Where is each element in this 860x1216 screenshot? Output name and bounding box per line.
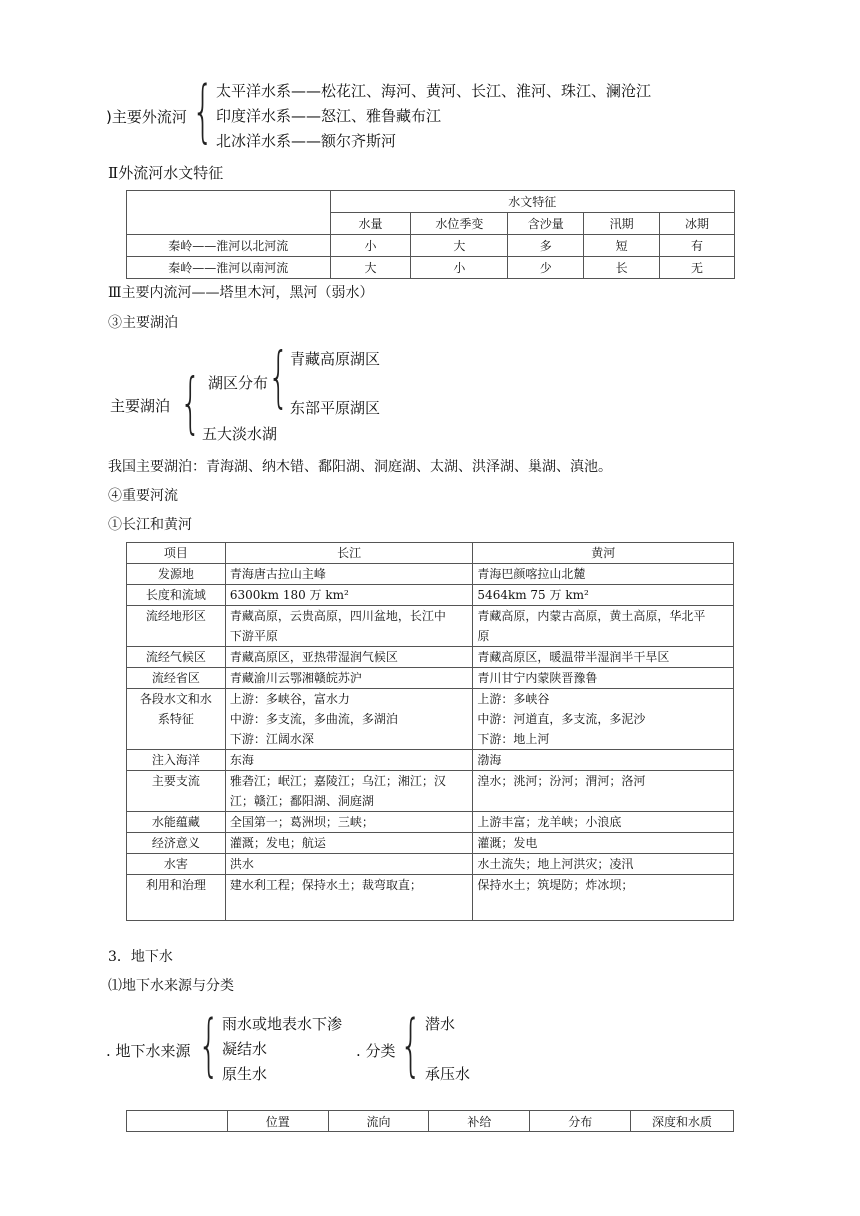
rivers-item: 发源地 (127, 564, 226, 585)
hydro-cell: 多 (508, 235, 584, 257)
rivers-item: 利用和治理 (127, 875, 226, 921)
cell-line: 江；赣江；鄱阳湖、洞庭湖 (229, 794, 374, 808)
rivers-yangtze-cell: 6300km 180 万 km² (225, 585, 473, 606)
rivers-yangtze-cell: 灌溉；发电；航运 (225, 833, 473, 854)
heading-groundwater-sub: ⑴地下水来源与分类 (108, 978, 234, 994)
lakes-root: 主要湖泊 (110, 397, 171, 415)
rivers-row (127, 812, 734, 833)
rivers-yellow-cell: 保持水土；筑堤防；炸冰坝； (473, 875, 734, 921)
rivers-yellow-cell: 灌溉；发电 (473, 833, 734, 854)
cell-line: 下游平原 (229, 629, 278, 643)
outflow-line-arctic: 北冰洋水系——额尔齐斯河 (216, 132, 397, 150)
rivers-yangtze-cell: 青藏高原区，亚热带湿润气候区 (225, 647, 473, 668)
outflow-brace: { (192, 72, 214, 151)
rivers-yangtze-cell: 青藏渝川云鄂湘赣皖苏沪 (225, 668, 473, 689)
rivers-row (127, 854, 734, 875)
rivers-yellow-cell: 上游丰富；龙羊峡；小浪底 (473, 812, 734, 833)
hydro-cell: 小 (411, 257, 508, 279)
rivers-yangtze-cell (225, 771, 473, 812)
cell-line: 中游：多支流，多曲流，多湖泊 (229, 712, 398, 726)
heading-rivers: ④重要河流 (108, 488, 178, 504)
heading-lakes: ③主要湖泊 (108, 315, 178, 331)
rivers-yellow-cell: 青川甘宁内蒙陕晋豫鲁 (473, 668, 734, 689)
hydro-col-header: 冰期 (660, 213, 735, 235)
rivers-yellow-cell: 青海巴颜喀拉山北麓 (473, 564, 734, 585)
cell-line: 雅砻江；岷江；嘉陵江；乌江；湘江；汉 (229, 774, 446, 788)
rivers-row (127, 875, 734, 921)
rivers-table (126, 542, 734, 921)
rivers-yangtze-cell (225, 606, 473, 647)
hydro-row-name: 秦岭——淮河以南河流 (127, 257, 331, 279)
rivers-header-yellow: 黄河 (473, 543, 734, 564)
outflow-line-pacific: 太平洋水系——松花江、海河、黄河、长江、淮河、珠江、澜沧江 (216, 82, 652, 100)
groundwater-table (126, 1110, 734, 1132)
hydro-col-header: 水位季变 (411, 213, 508, 235)
lakes-sub-qinghai-tibet: 青藏高原湖区 (290, 350, 381, 368)
rivers-item: 经济意义 (127, 833, 226, 854)
hydro-col-header: 水量 (330, 213, 411, 235)
hydro-cell: 少 (508, 257, 584, 279)
cell-line: 青藏高原，云贵高原，四川盆地，长江中 (229, 609, 446, 623)
hydro-cell: 小 (330, 235, 411, 257)
groundwater-col-header: 位置 (227, 1111, 328, 1132)
ground-source-item: 凝结水 (222, 1040, 268, 1058)
rivers-row (127, 585, 734, 606)
ground-class-brace: { (400, 1006, 422, 1085)
cell-line: 下游：地上河 (477, 732, 550, 746)
hydro-cell: 有 (660, 235, 735, 257)
cell-line: 青藏高原，内蒙古高原，黄土高原，华北平 (477, 609, 706, 623)
rivers-row (127, 647, 734, 668)
heading-inland-rivers: Ⅲ主要内流河——塔里木河，黑河（弱水） (108, 285, 374, 301)
cell-line: 上游：多峡谷，富水力 (229, 692, 350, 706)
groundwater-corner-cell (127, 1111, 228, 1132)
hydro-row (127, 235, 735, 257)
rivers-row (127, 668, 734, 689)
heading-outflow-hydro: Ⅱ外流河水文特征 (108, 164, 224, 182)
rivers-yellow-cell: 湟水；洮河；汾河；渭河；洛河 (473, 771, 734, 812)
rivers-item: 流经地形区 (127, 606, 226, 647)
rivers-item: 长度和流域 (127, 585, 226, 606)
cell-line: 系特征 (157, 712, 194, 726)
rivers-yangtze-cell: 青海唐古拉山主峰 (225, 564, 473, 585)
rivers-item: 流经省区 (127, 668, 226, 689)
heading-groundwater: 3．地下水 (108, 949, 173, 965)
rivers-row (127, 564, 734, 585)
rivers-yellow-cell (473, 606, 734, 647)
rivers-yangtze-cell (225, 689, 473, 750)
hydro-corner-cell (127, 191, 331, 235)
rivers-item: 主要支流 (127, 771, 226, 812)
rivers-item: 流经气候区 (127, 647, 226, 668)
rivers-header-row (127, 543, 734, 564)
cell-line: 各段水文和水 (139, 692, 212, 706)
outflow-label: )主要外流河 (106, 108, 187, 126)
hydro-group-header: 水文特征 (330, 191, 734, 213)
hydro-cell: 短 (584, 235, 660, 257)
ground-source-label: . 地下水来源 (106, 1042, 191, 1060)
hydro-col-header: 含沙量 (508, 213, 584, 235)
lakes-text: 我国主要湖泊：青海湖、纳木错、鄱阳湖、洞庭湖、太湖、洪泽湖、巢湖、滇池。 (108, 459, 612, 475)
heading-yangtze-yellow: ①长江和黄河 (108, 517, 192, 533)
hydro-table (126, 190, 735, 279)
rivers-yangtze-cell: 全国第一；葛洲坝；三峡； (225, 812, 473, 833)
rivers-item: 水害 (127, 854, 226, 875)
rivers-yellow-cell (473, 689, 734, 750)
rivers-yangtze-cell: 东海 (225, 750, 473, 771)
hydro-cell: 大 (330, 257, 411, 279)
rivers-yellow-cell: 渤海 (473, 750, 734, 771)
lakes-sub-brace: { (268, 338, 289, 415)
rivers-yangtze-cell: 洪水 (225, 854, 473, 875)
lakes-brace: { (180, 364, 201, 441)
rivers-yellow-cell: 5464km 75 万 km² (473, 585, 734, 606)
rivers-item: 注入海洋 (127, 750, 226, 771)
groundwater-col-header: 深度和水质 (631, 1111, 734, 1132)
rivers-row (127, 771, 734, 812)
rivers-header-item: 项目 (127, 543, 226, 564)
hydro-col-header: 汛期 (584, 213, 660, 235)
cell-line: 原 (477, 629, 490, 643)
ground-class-item: 承压水 (425, 1065, 471, 1083)
groundwater-col-header: 补给 (429, 1111, 530, 1132)
rivers-item (127, 689, 226, 750)
rivers-row (127, 833, 734, 854)
rivers-yellow-cell: 青藏高原区，暖温带半湿润半干旱区 (473, 647, 734, 668)
hydro-row-name: 秦岭——淮河以北河流 (127, 235, 331, 257)
rivers-item: 水能蕴藏 (127, 812, 226, 833)
rivers-row (127, 606, 734, 647)
ground-class-item: 潜水 (425, 1015, 456, 1033)
rivers-row (127, 689, 734, 750)
ground-class-label: . 分类 (356, 1042, 396, 1060)
ground-source-item: 原生水 (222, 1065, 268, 1083)
rivers-header-yangtze: 长江 (225, 543, 473, 564)
groundwater-header-row (127, 1111, 734, 1132)
ground-source-item: 雨水或地表水下渗 (222, 1015, 343, 1033)
groundwater-col-header: 流向 (328, 1111, 429, 1132)
cell-line: 上游：多峡谷 (477, 692, 550, 706)
lakes-leaf: 五大淡水湖 (202, 425, 278, 443)
hydro-cell: 大 (411, 235, 508, 257)
rivers-yellow-cell: 水土流失；地上河洪灾；凌汛 (473, 854, 734, 875)
cell-line: 下游：江阔水深 (229, 732, 314, 746)
ground-source-brace: { (198, 1006, 220, 1085)
outflow-line-indian: 印度洋水系——怒江、雅鲁藏布江 (216, 107, 442, 125)
rivers-row (127, 750, 734, 771)
hydro-cell: 长 (584, 257, 660, 279)
hydro-row (127, 257, 735, 279)
lakes-sub-eastern-plain: 东部平原湖区 (290, 399, 381, 417)
cell-line: 中游：河道直，多支流，多泥沙 (477, 712, 646, 726)
groundwater-col-header: 分布 (530, 1111, 631, 1132)
rivers-yangtze-cell: 建水利工程；保持水土；裁弯取直； (225, 875, 473, 921)
lakes-branch: 湖区分布 (208, 374, 269, 392)
hydro-cell: 无 (660, 257, 735, 279)
